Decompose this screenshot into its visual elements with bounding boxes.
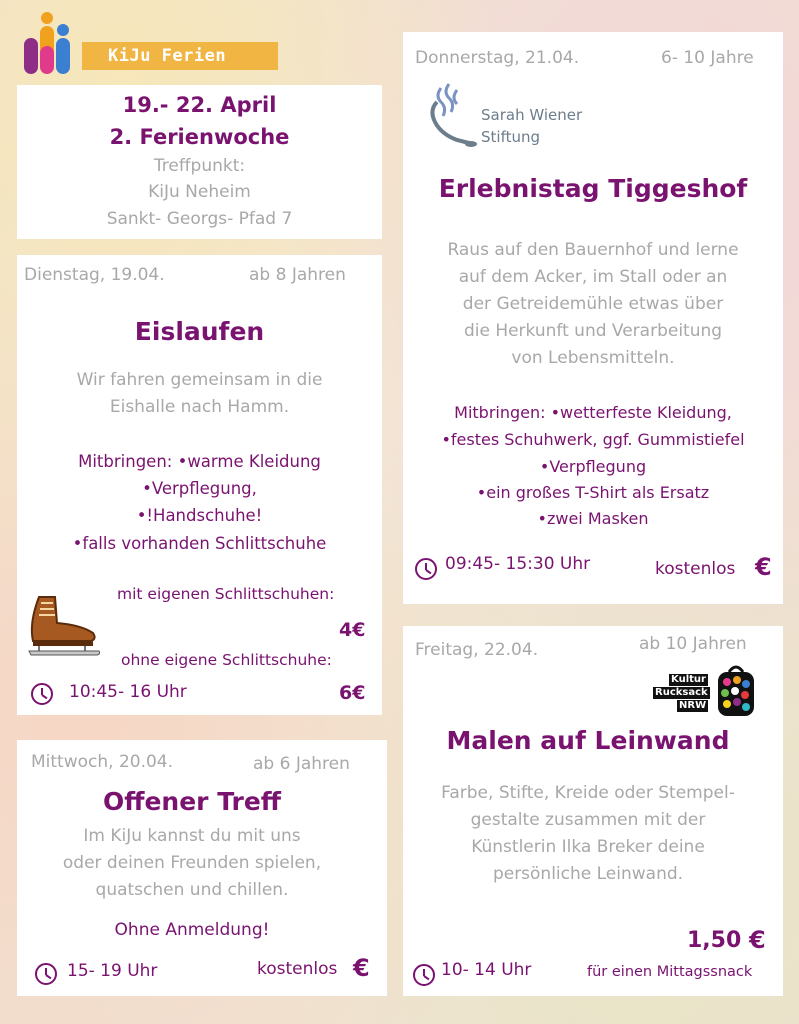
- intro-address: Sankt- Georgs- Pfad 7: [106, 209, 293, 229]
- intro-place: KiJu Neheim: [148, 182, 251, 202]
- partner-name-line: NRW: [679, 700, 707, 711]
- wednesday-age: ab 6 Jahren: [253, 754, 350, 774]
- tuesday-bring-line: •!Handschuhe!: [136, 506, 263, 525]
- clock-icon: [415, 558, 437, 580]
- thursday-day: Donnerstag, 21.04.: [415, 48, 580, 68]
- wednesday-time: 15- 19 Uhr: [67, 961, 158, 981]
- thursday-desc-line: auf dem Acker, im Stall oder an: [458, 267, 728, 287]
- logo-head-blue: [57, 24, 69, 36]
- friday-price-note: für einen Mittagssnack: [587, 964, 753, 980]
- thursday-age: 6- 10 Jahre: [661, 48, 754, 68]
- wednesday-title: Offener Treff: [102, 787, 282, 816]
- friday-price: 1,50: [687, 928, 742, 953]
- tuesday-price-rent-label: ohne eigene Schlittschuhe:: [121, 651, 332, 669]
- tuesday-bring-line: •Verpflegung,: [142, 479, 257, 498]
- thursday-desc-line: die Herkunft und Verarbeitung: [463, 321, 723, 341]
- euro-icon: €: [749, 926, 766, 954]
- tuesday-age: ab 8 Jahren: [249, 265, 346, 285]
- clock-icon: [413, 964, 435, 986]
- friday-desc-line: persönliche Leinwand.: [492, 864, 684, 884]
- logo-figure-blue: [56, 38, 70, 74]
- wednesday-desc-line: Im KiJu kannst du mit uns: [83, 826, 301, 846]
- kulturrucksack-logo: [649, 664, 761, 718]
- intro-meeting-label: Treffpunkt:: [153, 156, 246, 176]
- thursday-bring-line: •ein großes T-Shirt als Ersatz: [476, 483, 710, 502]
- friday-age: ab 10 Jahren: [639, 634, 747, 654]
- friday-day: Freitag, 22.04.: [415, 640, 539, 660]
- partner-name-line: Sarah Wiener: [481, 106, 583, 124]
- wednesday-note: Ohne Anmeldung!: [114, 920, 270, 940]
- thursday-desc-line: der Getreidemühle etwas über: [462, 294, 724, 314]
- sarah-wiener-logo-icon: [427, 82, 479, 148]
- thursday-bring-line: Mitbringen: •wetterfeste Kleidung,: [454, 403, 732, 422]
- tuesday-price-own: 4€: [339, 619, 366, 641]
- logo-head-orange: [41, 12, 53, 24]
- wednesday-price: kostenlos: [257, 959, 338, 979]
- partner-name-line: Kultur: [671, 674, 706, 685]
- kiju-logo: [20, 12, 280, 78]
- backpack-icon: [715, 664, 757, 718]
- tuesday-bring-line: Mitbringen: •warme Kleidung: [78, 452, 321, 471]
- tuesday-price-own-label: mit eigenen Schlittschuhen:: [117, 585, 335, 603]
- intro-dates: 19.- 22. April: [122, 93, 277, 117]
- clock-icon: [31, 683, 53, 705]
- intro-card: [17, 85, 382, 239]
- thursday-card: [403, 32, 783, 604]
- euro-icon: €: [353, 954, 370, 982]
- thursday-bring-line: •festes Schuhwerk, ggf. Gummistiefel: [441, 430, 745, 449]
- tuesday-day: Dienstag, 19.04.: [24, 265, 165, 285]
- wednesday-day: Mittwoch, 20.04.: [31, 752, 174, 772]
- friday-desc-line: gestalte zusammen mit der: [470, 810, 706, 830]
- intro-week: 2. Ferienwoche: [109, 125, 290, 149]
- euro-icon: €: [755, 553, 772, 581]
- tuesday-card: [17, 255, 382, 715]
- brand-banner: KiJu Ferien: [82, 42, 278, 70]
- ice-skate-icon: [25, 593, 103, 657]
- friday-time: 10- 14 Uhr: [441, 960, 532, 980]
- friday-desc-line: Farbe, Stifte, Kreide oder Stempel-: [441, 783, 735, 803]
- wednesday-desc-line: oder deinen Freunden spielen,: [62, 853, 322, 873]
- partner-name-line: Stiftung: [481, 128, 541, 146]
- clock-icon: [35, 963, 57, 985]
- thursday-price: kostenlos: [655, 559, 736, 579]
- tuesday-desc-line: Eishalle nach Hamm.: [109, 397, 290, 417]
- friday-card: [403, 626, 783, 996]
- thursday-time: 09:45- 15:30 Uhr: [445, 554, 591, 574]
- friday-title: Malen auf Leinwand: [446, 726, 730, 755]
- logo-figure-purple: [24, 38, 38, 74]
- thursday-desc-line: von Lebensmitteln.: [511, 348, 675, 368]
- thursday-bring-line: •Verpflegung: [539, 457, 647, 476]
- thursday-bring-line: •zwei Masken: [537, 509, 649, 528]
- thursday-title: Erlebnistag Tiggeshof: [438, 174, 748, 203]
- thursday-desc-line: Raus auf den Bauernhof und lerne: [447, 240, 739, 260]
- partner-name-line: Rucksack: [655, 687, 708, 698]
- friday-desc-line: Künstlerin Ilka Breker deine: [471, 837, 705, 857]
- tuesday-title: Eislaufen: [134, 317, 265, 346]
- tuesday-desc-line: Wir fahren gemeinsam in die: [76, 370, 323, 390]
- tuesday-price-rent: 6€: [339, 682, 366, 704]
- tuesday-time: 10:45- 16 Uhr: [69, 682, 187, 702]
- wednesday-card: [17, 740, 387, 996]
- wednesday-desc-line: quatschen und chillen.: [95, 880, 289, 900]
- logo-figure-pink: [40, 46, 54, 74]
- tuesday-bring-line: •falls vorhanden Schlittschuhe: [72, 534, 327, 553]
